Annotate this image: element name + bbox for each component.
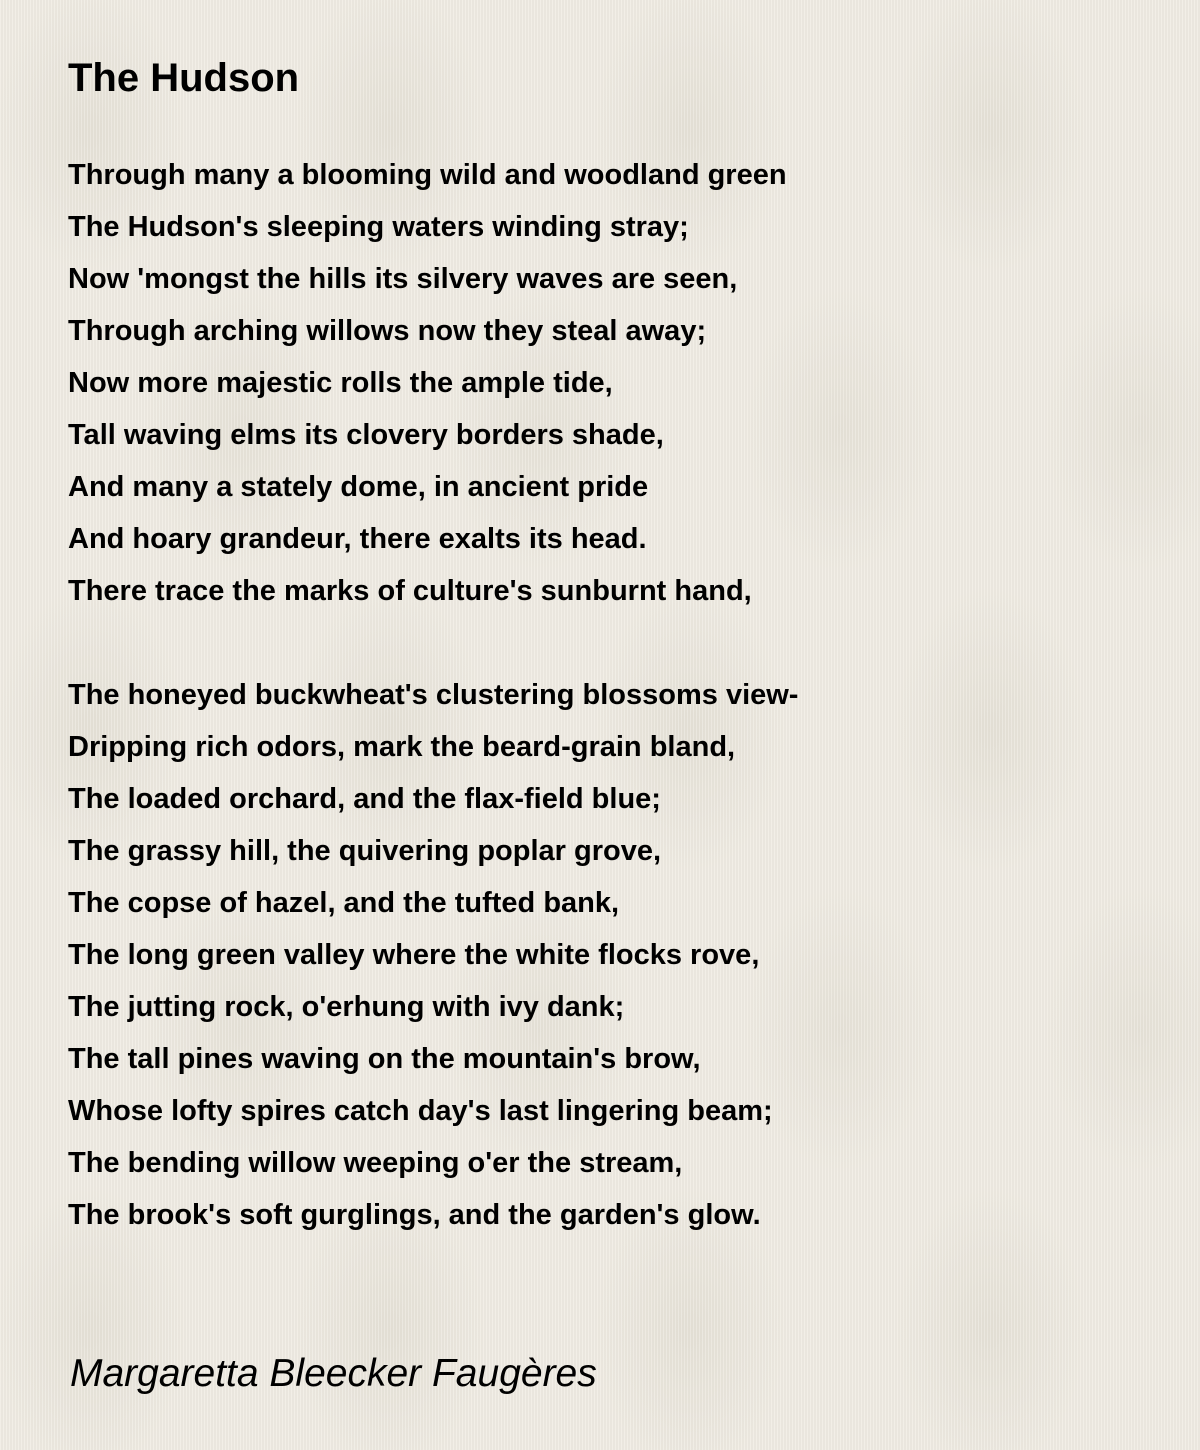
poem-line: The bending willow weeping o'er the stream,	[68, 1147, 683, 1179]
poem-line: Through many a blooming wild and woodland green	[68, 159, 787, 191]
poem-line: The tall pines waving on the mountain's brow,	[68, 1043, 701, 1075]
poem-page	[68, 0, 1158, 1450]
poem-line: There trace the marks of culture's sunburnt hand,	[68, 575, 752, 607]
poem-line: The Hudson's sleeping waters winding stray;	[68, 211, 689, 243]
poem-stanza-2	[68, 669, 798, 1241]
poem-line: The copse of hazel, and the tufted bank,	[68, 887, 620, 919]
poem-line: And hoary grandeur, there exalts its head.	[68, 523, 647, 555]
poem-title: The Hudson	[68, 56, 300, 100]
poem-line: The long green valley where the white flocks rove,	[68, 939, 760, 971]
poem-line: Whose lofty spires catch day's last lingering beam;	[68, 1095, 773, 1127]
poem-author: Margaretta Bleecker Faugères	[70, 1352, 597, 1395]
poem-stanza-1	[68, 149, 787, 617]
poem-line: The brook's soft gurglings, and the garden's glow.	[68, 1199, 761, 1231]
poem-line: Dripping rich odors, mark the beard-grain bland,	[68, 731, 736, 763]
poem-line: And many a stately dome, in ancient pride	[68, 471, 649, 503]
poem-line: Tall waving elms its clovery borders shade,	[68, 419, 664, 451]
poem-line: Now 'mongst the hills its silvery waves are seen,	[68, 263, 738, 295]
poem-line: The grassy hill, the quivering poplar grove,	[68, 835, 662, 867]
poem-line: Now more majestic rolls the ample tide,	[68, 367, 613, 399]
poem-line: The jutting rock, o'erhung with ivy dank;	[68, 991, 625, 1023]
poem-line: Through arching willows now they steal away;	[68, 315, 707, 347]
poem-line: The loaded orchard, and the flax-field blue;	[68, 783, 661, 815]
poem-line: The honeyed buckwheat's clustering blossoms view-	[68, 679, 799, 711]
